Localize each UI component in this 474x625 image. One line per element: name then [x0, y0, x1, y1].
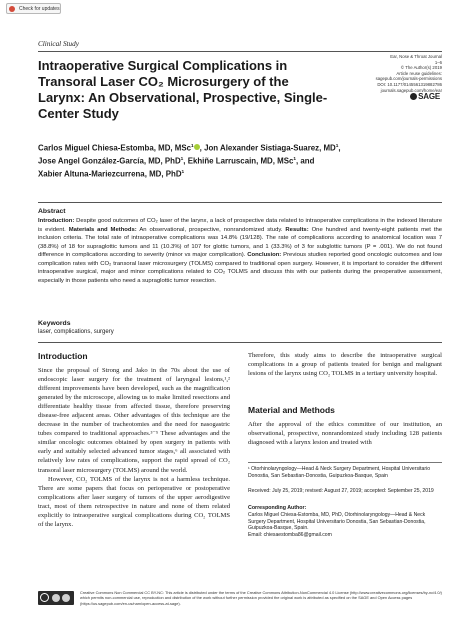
corresponding-author-address: Carlos Miguel Chiesa-Estomba, MD, PhD, Otorhinolaryngology—Head & Neck Surgery Department, Hospital Universitario Donostia, San Sebastian-Donostia, Guipuzkoa-Basque, Spain.	[248, 512, 426, 532]
check-updates-icon	[9, 6, 15, 12]
abstract-text-results: One hundred and twenty-eight patients met the inclusion criteria. The total rate of intraoperative complications was 14.8% (19/128). The rate of complications according to anatomical location was 7 (38.8%) of 18 for supraglottic tumors and 11 (10.3%) of 107 for glottic tumors, and 1 (33.3%) of 3 for subglottic tumors (P = .001). We do not found difference in complications according to severity (minor vs major complication).	[38, 226, 443, 258]
abstract-label-introduction: Introduction:	[38, 218, 75, 224]
copyright: © The Author(s) 2019	[400, 65, 442, 71]
keywords-text: laser, complications, surgery	[38, 329, 114, 335]
abstract-text-introduction: Despite good outcomes of CO₂ laser of the larynx, a lack of prospective data related to intraoperative complications in the indexed literature is evident.	[38, 218, 443, 233]
author-list	[38, 141, 438, 181]
affiliation-footnote: ¹ Otorhinolaryngology—Head & Neck Surgery Department, Hospital Universitario Donostia, San Sebastian-Donostia, Guipuzkoa-Basque, Spain	[248, 466, 431, 479]
keywords-heading: Keywords	[38, 320, 71, 327]
journal-home-link[interactable]: journals.sagepub.com/home/ear	[380, 87, 442, 93]
abstract-top-rule	[38, 202, 442, 203]
publisher-logo	[410, 92, 440, 101]
author-name: Jon Alexander Sistiaga-Suarez, MD	[204, 143, 336, 153]
author-separator: ,	[338, 143, 341, 153]
check-for-updates-button[interactable]	[6, 3, 61, 14]
author-affiliation-mark: 1	[191, 144, 194, 149]
abstract-heading: Abstract	[38, 208, 66, 215]
introduction-paragraph-3: Therefore, this study aims to describe the intraoperative surgical complications in a group of patients treated for benign and malignant lesions of the larynx using CO₂ TOLMS in a tertiary university hospital.	[248, 352, 442, 378]
cc-license-icon	[38, 591, 74, 605]
author-affiliation-mark: 1	[293, 157, 297, 163]
abstract-label-results: Results:	[285, 226, 309, 233]
abstract-bottom-rule	[38, 342, 442, 343]
doi[interactable]: DOI: 10.1177/0145561319882786	[377, 81, 442, 87]
author-name: Carlos Miguel Chiesa-Estomba, MD, MSc	[38, 143, 192, 153]
footnote-rule	[248, 462, 442, 463]
abstract-text-conclusion: Previous studies reported good oncologic outcomes and low complication rates with CO₂ transoral laser microsurgery (TOLMS) compared to traditional open surgery. However, it is important to consider the different intraoperative surgical, major and minor complications related to CO₂ TOLMS and discuss this with our patients during the preoperative assessment, especially in those patients who need a supraglottic tumor resection.	[38, 252, 443, 284]
license-text: Creative Commons Non Commercial CC BY-NC: This article is distributed under the terms of the Creative Commons Attribution-NonCommercial 4.0 License (http://www.creativecommons.org/licenses/by-nc/4.0/) which permits non-commercial use, reproduction and distribution of the work without further permission provided the original work is attributed as specified on the SAGE and Open Access pages (https://us.sagepub.com/en-us/nam/open-access-at-sage).	[80, 590, 442, 606]
author-affiliation-mark: 1	[335, 144, 339, 149]
author-affiliation-mark: 1	[181, 170, 185, 176]
methods-heading: Material and Methods	[248, 405, 335, 415]
methods-paragraph: After the approval of the ethics committee of our institution, an observational, prospective, nonrandomized study including 128 patients diagnosed with a larynx lesion and treated with	[248, 421, 442, 447]
journal-meta	[332, 54, 442, 93]
author-name: Jose Angel González-García, MD, PhD	[38, 156, 181, 166]
publisher-name: SAGE	[418, 92, 440, 101]
introduction-heading: Introduction	[38, 351, 88, 361]
check-updates-label: Check for updates	[19, 6, 60, 12]
section-label: Clinical Study	[38, 40, 79, 48]
journal-name: Ear, Nose & Throat Journal	[390, 54, 442, 59]
author-separator: ,	[183, 156, 188, 166]
author-separator: , and	[296, 156, 315, 166]
introduction-body	[38, 366, 230, 529]
abstract-label-conclusion: Conclusion:	[247, 252, 282, 258]
abstract-body	[38, 217, 442, 285]
corresponding-author-email[interactable]: Email: chiesaestomba86@gmail.com	[248, 531, 332, 538]
corresponding-author-heading: Corresponding Author:	[248, 505, 307, 511]
header-rule	[38, 51, 442, 52]
introduction-paragraph-2: However, CO₂ TOLMS of the larynx is not a harmless technique. There are some papers that focus on perioperative or postoperative complications after laser surgery of tumors of the upper aerodigestive tract, most of them retrospective in nature and none of them related explicitly to intraoperative surgical complications during CO₂ TOLMS of the larynx.	[38, 475, 230, 528]
abstract-label-methods: Materials and Methods:	[68, 226, 137, 233]
permissions-link[interactable]: sagepub.com/journals-permissions	[375, 76, 442, 82]
received-dates: Received: July 25, 2019; revised: August 27, 2019; accepted: September 25, 2019	[248, 488, 434, 494]
reuse-label: Article reuse guidelines:	[396, 70, 442, 76]
article-title: Intraoperative Surgical Complications in Transoral Laser CO₂ Microsurgery of the Larynx: An Observational, Prospective, Single-Center Study	[38, 58, 328, 121]
page-range: 1–6	[434, 59, 442, 65]
corresponding-author-details	[248, 512, 442, 538]
author-affiliation-mark: 1	[180, 157, 184, 163]
sage-logo-icon	[410, 93, 417, 100]
author-name: Ekhiñe Larruscain, MD, MSc	[187, 156, 294, 166]
author-name: Xabier Altuna-Mariezcurrena, MD, PhD	[38, 170, 182, 180]
introduction-paragraph-1: Since the proposal of Strong and Jako in the 70s about the use of endoscopic laser surgery for the treatment of laryngeal lesions,¹,² different improvements have been developed, such as the magnification generated by the microscope, allowing us to make limited resections and differentiate healthy tissue from affected tissue, therefore preserving disease-free adjacent areas. Other advantages of this technique are the decrease in the number of tracheotomies and the need for nasogastric tubes compared to traditional approaches.³⁻⁵ These advantages and the similar oncologic outcomes obtained by open surgery in patients with early and suitably selected advanced tumor stages,⁶ all associated with relatively low rates of complications, support the rapid spread of CO₂ transoral laser microsurgery (TOLMS) around the world.	[38, 367, 230, 474]
author-separator: ,	[199, 143, 205, 153]
abstract-text-methods: An observational, prospective, nonrandomized study.	[139, 226, 283, 233]
